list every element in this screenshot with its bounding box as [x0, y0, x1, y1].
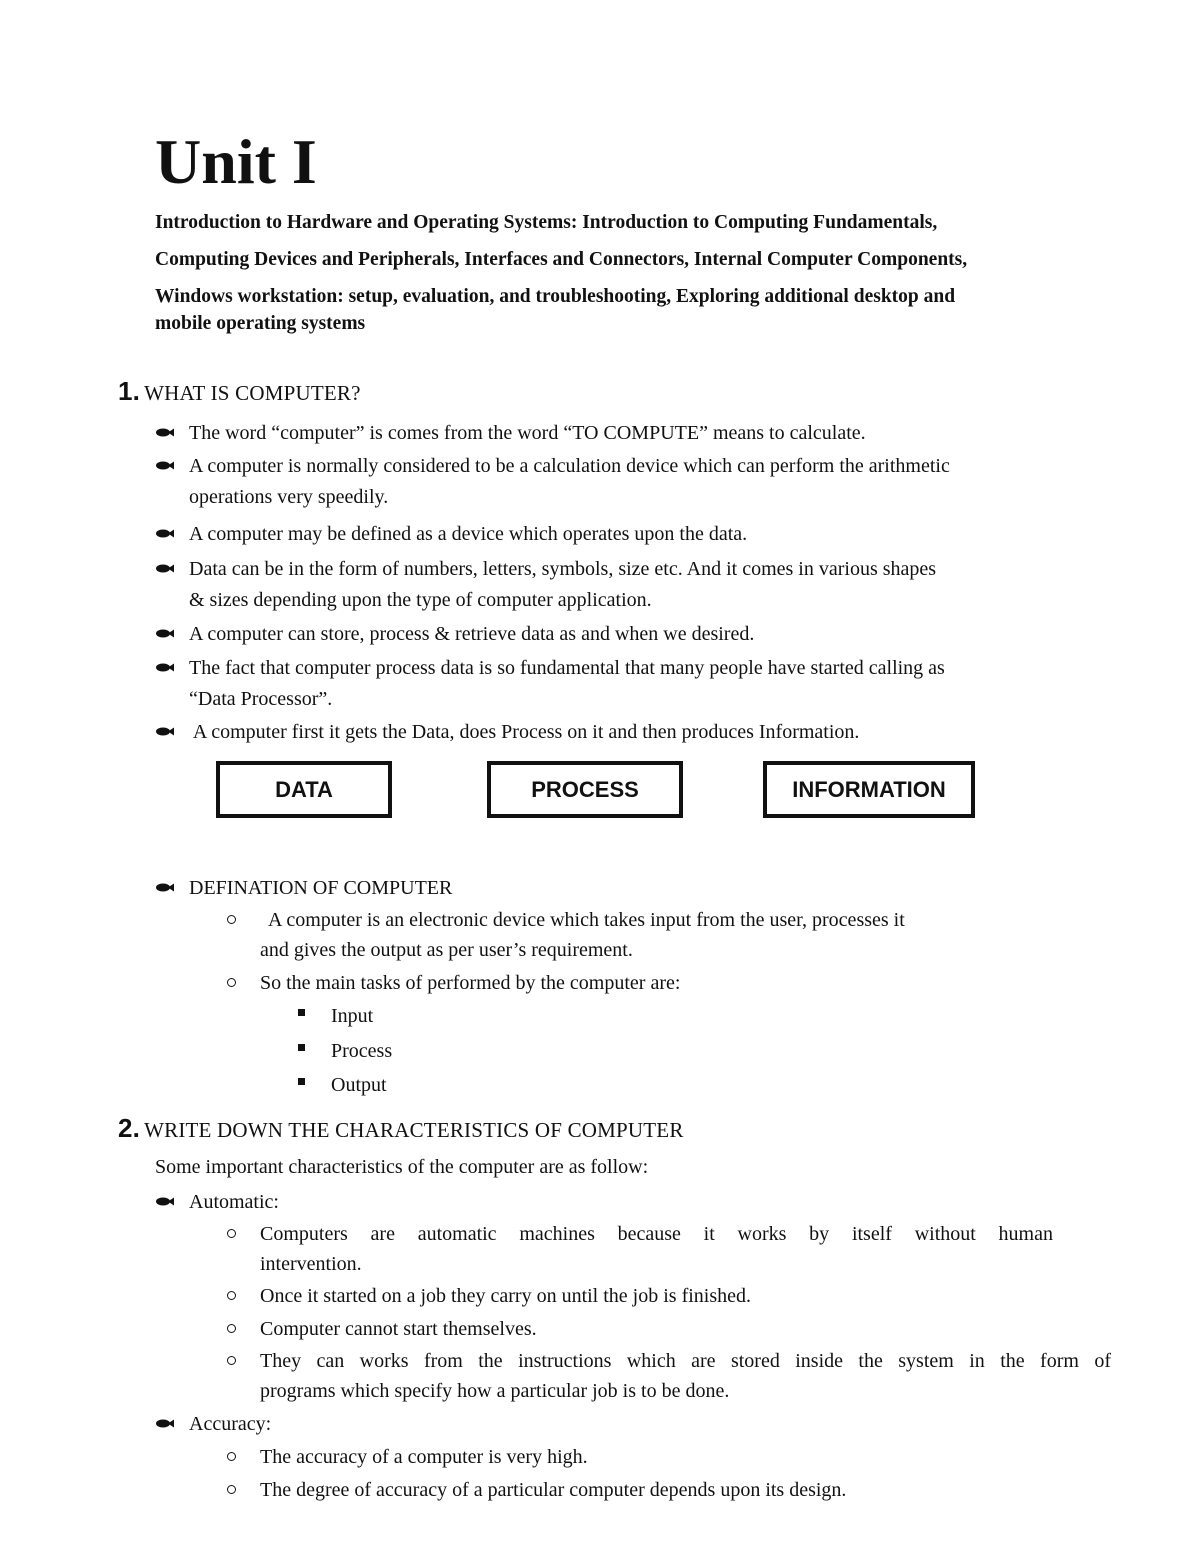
bullet-text: The fact that computer process data is so fundamental that many people have started calling as — [189, 657, 945, 679]
bullet-text: The word “computer” is comes from the word “TO COMPUTE” means to calculate. — [189, 422, 866, 444]
bullet-text-cont: “Data Processor”. — [189, 688, 333, 710]
flow-box-process: PROCESS — [487, 761, 683, 818]
definition-label: DEFINATION OF COMPUTER — [189, 877, 453, 899]
bullet-text: A computer can store, process & retrieve data as and when we desired. — [189, 623, 755, 645]
characteristic-item: The accuracy of a computer is very high. — [260, 1446, 588, 1468]
characteristic-item: They can works from the instructions which are stored inside the system in the form of — [260, 1350, 1111, 1372]
circle-bullet-icon — [227, 1291, 236, 1300]
square-bullet-icon — [298, 1078, 305, 1085]
circle-bullet-icon — [227, 1485, 236, 1494]
bullet-icon — [156, 883, 174, 892]
intro-line: Computing Devices and Peripherals, Interfaces and Connectors, Internal Computer Components, — [155, 249, 968, 270]
bullet-icon — [156, 663, 174, 672]
definition-item: A computer is an electronic device which takes input from the user, processes it — [268, 909, 905, 931]
task-item: Process — [331, 1040, 393, 1062]
characteristic-item-cont: programs which specify how a particular job is to be done. — [260, 1380, 730, 1402]
characteristic-item: The degree of accuracy of a particular computer depends upon its design. — [260, 1479, 847, 1501]
circle-bullet-icon — [227, 915, 236, 924]
intro-line: mobile operating systems — [155, 313, 366, 334]
section-number: 2. — [118, 1113, 141, 1143]
characteristic-item-cont: intervention. — [260, 1253, 362, 1275]
characteristic-item: Computer cannot start themselves. — [260, 1318, 537, 1340]
flow-box-data: DATA — [216, 761, 392, 818]
circle-bullet-icon — [227, 1356, 236, 1365]
circle-bullet-icon — [227, 978, 236, 987]
characteristic-item: Once it started on a job they carry on until the job is finished. — [260, 1285, 751, 1307]
task-item: Output — [331, 1074, 387, 1096]
unit-title: Unit I — [155, 126, 317, 197]
definition-item-cont: and gives the output as per user’s requirement. — [260, 939, 633, 961]
bullet-icon — [156, 727, 174, 736]
intro-line: Introduction to Hardware and Operating Systems: Introduction to Computing Fundamentals, — [155, 212, 938, 233]
circle-bullet-icon — [227, 1452, 236, 1461]
circle-bullet-icon — [227, 1229, 236, 1238]
section-title: WHAT IS COMPUTER? — [144, 381, 361, 405]
bullet-text: Data can be in the form of numbers, letters, symbols, size etc. And it comes in various shapes — [189, 558, 937, 580]
bullet-icon — [156, 564, 174, 573]
definition-item: So the main tasks of performed by the computer are: — [260, 972, 681, 994]
bullet-icon — [156, 1197, 174, 1206]
circle-bullet-icon — [227, 1324, 236, 1333]
characteristic-label: Automatic: — [189, 1191, 279, 1213]
section-intro: Some important characteristics of the computer are as follow: — [155, 1156, 649, 1178]
flow-box-information: INFORMATION — [763, 761, 975, 818]
square-bullet-icon — [298, 1044, 305, 1051]
section-1-heading — [118, 376, 361, 407]
bullet-text-cont: & sizes depending upon the type of computer application. — [189, 589, 652, 611]
square-bullet-icon — [298, 1009, 305, 1016]
bullet-icon — [156, 1419, 174, 1428]
task-item: Input — [331, 1005, 374, 1027]
section-title: WRITE DOWN THE CHARACTERISTICS OF COMPUTER — [144, 1118, 684, 1142]
bullet-text: A computer is normally considered to be a calculation device which can perform the arithmetic — [189, 455, 950, 477]
bullet-icon — [156, 461, 174, 470]
characteristic-label: Accuracy: — [189, 1413, 272, 1435]
bullet-icon — [156, 629, 174, 638]
characteristic-item: Computers are automatic machines because it works by itself without human — [260, 1223, 1053, 1245]
bullet-text: A computer may be defined as a device which operates upon the data. — [189, 523, 748, 545]
section-number: 1. — [118, 376, 141, 406]
bullet-icon — [156, 428, 174, 437]
bullet-text: A computer first it gets the Data, does Process on it and then produces Information. — [189, 721, 860, 743]
bullet-icon — [156, 529, 174, 538]
bullet-text-cont: operations very speedily. — [189, 486, 389, 508]
intro-line: Windows workstation: setup, evaluation, and troubleshooting, Exploring additional desktop and — [155, 286, 956, 307]
section-2-heading — [118, 1113, 684, 1144]
